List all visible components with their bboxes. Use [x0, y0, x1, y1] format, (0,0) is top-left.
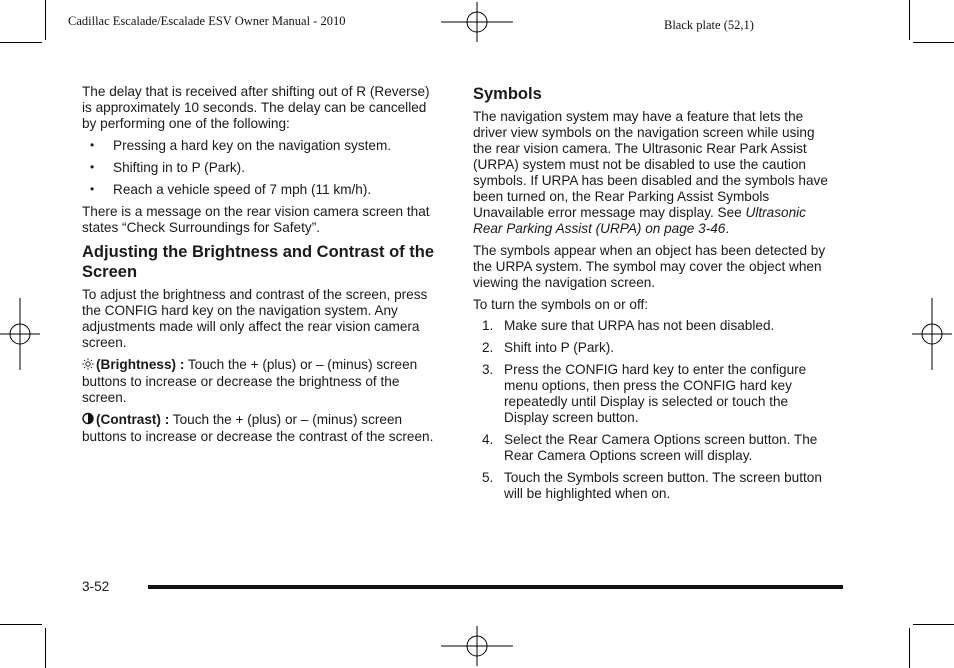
- list-item: 4. Select the Rear Camera Options screen button. The Rear Camera Options screen will display.: [482, 432, 818, 463]
- list-item: 2. Shift into P (Park).: [482, 340, 615, 355]
- brightness-label: (Brightness) :: [96, 357, 185, 372]
- crop-mark: [913, 42, 954, 43]
- crop-mark: [0, 624, 42, 625]
- bullet-icon: •: [90, 138, 95, 152]
- page-number: 3-52: [82, 579, 110, 594]
- cancel-options-list: [82, 138, 440, 198]
- bullet-icon: •: [90, 182, 95, 196]
- symbols-paragraph: The navigation system may have a feature that lets the driver view symbols on the navigation screen while using the rear vision camera. The Ultrasonic Rear Park Assist (URPA) system must not be disabled to use the caution symbols. If URPA has been disabled and the symbols have been turned on, the Rear Parking Assist Symbols Unavailable error message may display. See Ultrasonic Rear Parking Assist (URPA) on page 3-46.: [473, 109, 828, 236]
- adjust-paragraph: To adjust the brightness and contrast of the screen, press the CONFIG hard key on the navigation system. Any adjustments made will only affect the rear vision camera screen.: [82, 287, 428, 350]
- section-heading-symbols: Symbols: [473, 85, 542, 103]
- bullet-icon: •: [90, 160, 95, 174]
- registration-mark-icon: [912, 298, 952, 370]
- urpa-page-reference: Ultrasonic Rear Parking Assist (URPA) on page 3-46: [473, 205, 806, 236]
- turn-symbols-paragraph: To turn the symbols on or off:: [473, 297, 649, 312]
- crop-mark: [909, 628, 910, 668]
- registration-mark-icon: [0, 298, 40, 370]
- contrast-icon: [82, 412, 96, 429]
- brightness-paragraph: [82, 357, 440, 406]
- contrast-label: (Contrast) :: [96, 412, 170, 427]
- left-column: [82, 84, 440, 451]
- list-item: 3. Press the CONFIG hard key to enter the configure menu options, then press the CONFIG hard key repeatedly until Display is selected or touch the Display screen button.: [482, 362, 807, 425]
- crop-mark: [0, 42, 42, 43]
- list-item: 1. Make sure that URPA has not been disabled.: [482, 318, 775, 333]
- sun-icon: [82, 358, 96, 374]
- contrast-paragraph: [82, 412, 440, 445]
- list-item: • Shifting in to P (Park).: [90, 160, 245, 175]
- header-plate: Black plate (52,1): [664, 18, 754, 32]
- right-column: [473, 84, 835, 508]
- brightness-text: Touch the + (plus) or – (minus) screen buttons to increase or decrease the brightness of the screen.: [82, 357, 418, 405]
- steps-list: [473, 318, 835, 502]
- delay-paragraph: The delay that is received after shifting out of R (Reverse) is approximately 10 seconds. The delay can be cancelled by performing one of the following:: [82, 84, 430, 131]
- crop-mark: [45, 628, 46, 668]
- safety-message-paragraph: There is a message on the rear vision camera screen that states “Check Surroundings for Safety”.: [82, 204, 430, 235]
- list-item: • Reach a vehicle speed of 7 mph (11 km/h).: [90, 182, 372, 197]
- section-heading-brightness-contrast: Adjusting the Brightness and Contrast of the Screen: [82, 243, 435, 281]
- contrast-text: Touch the + (plus) or – (minus) screen buttons to increase or decrease the contrast of the screen.: [82, 412, 434, 444]
- footer-rule: [148, 585, 843, 589]
- list-item: • Pressing a hard key on the navigation system.: [90, 138, 392, 153]
- crop-mark: [909, 0, 910, 40]
- list-item: 5. Touch the Symbols screen button. The screen button will be highlighted when on.: [482, 470, 822, 501]
- registration-mark-icon: [441, 626, 513, 666]
- symbols-appear-paragraph: The symbols appear when an object has been detected by the URPA system. The symbol may cover the object when viewing the navigation screen.: [473, 243, 826, 290]
- crop-mark: [45, 0, 46, 40]
- registration-mark-icon: [441, 2, 513, 42]
- crop-mark: [913, 624, 954, 625]
- header-title: Cadillac Escalade/Escalade ESV Owner Manual - 2010: [68, 14, 346, 28]
